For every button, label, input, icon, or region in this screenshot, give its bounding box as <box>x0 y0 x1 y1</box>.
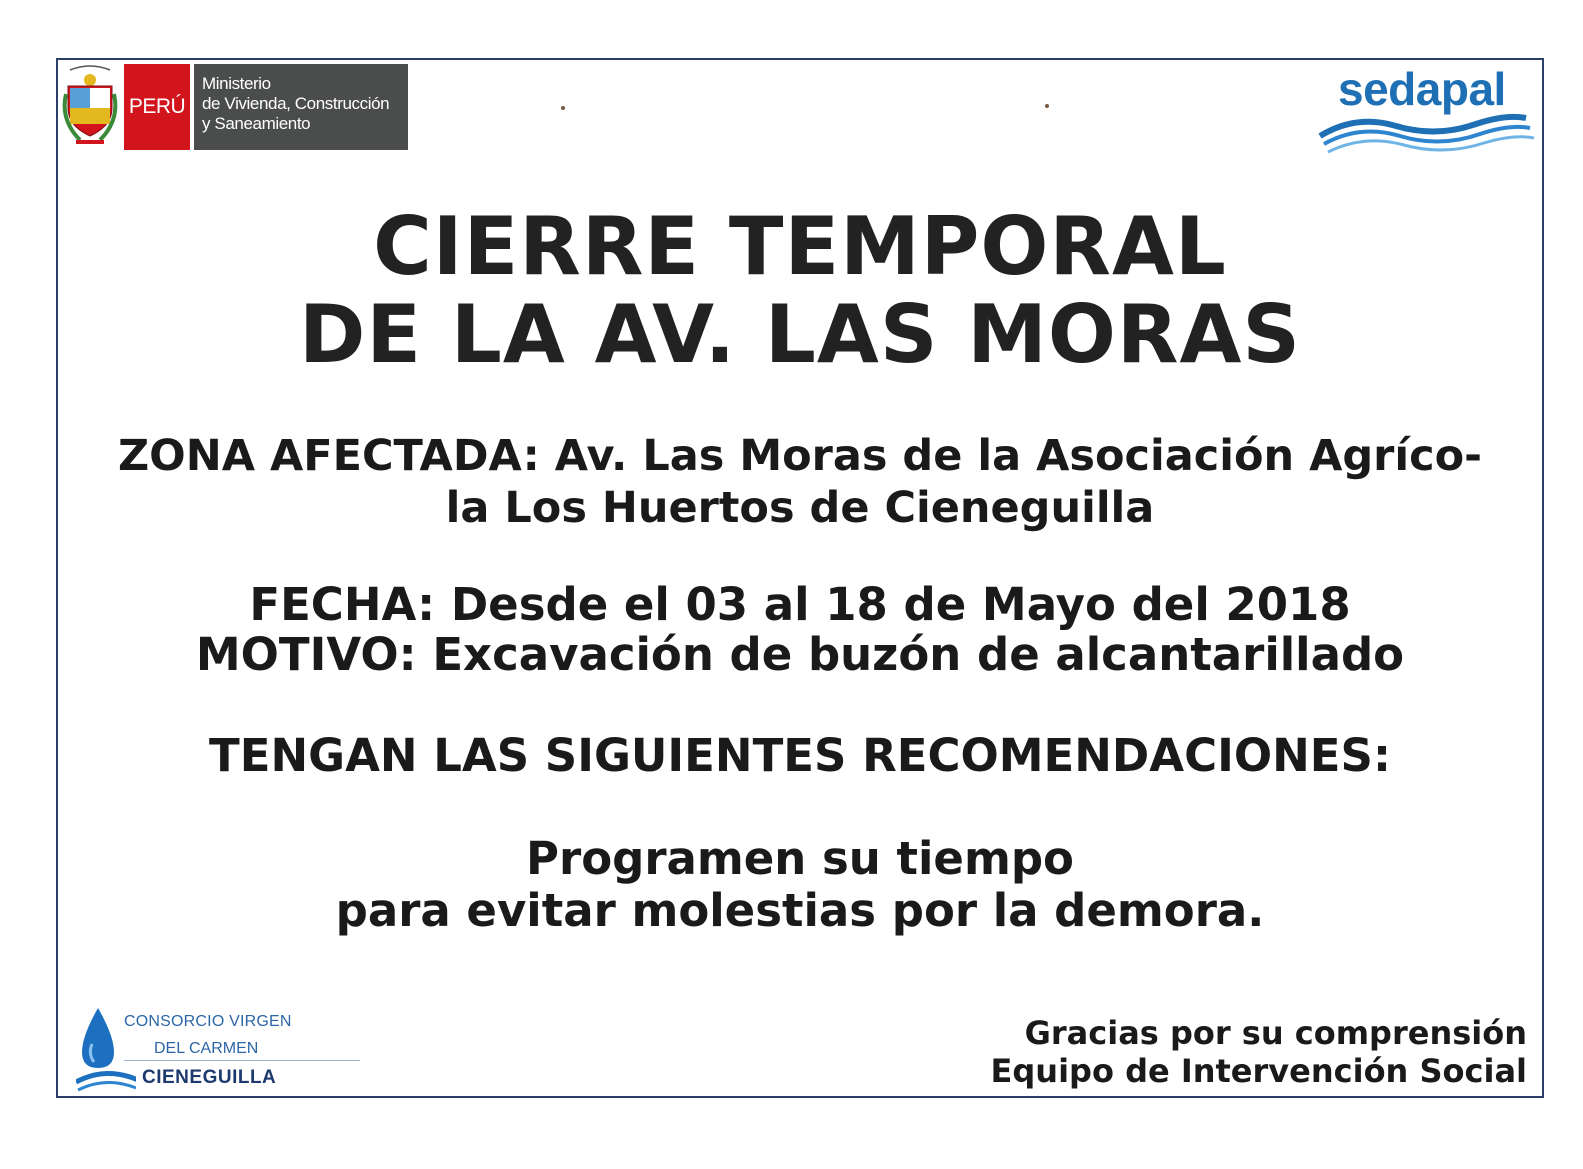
ministry-line-1: Ministerio <box>202 74 271 93</box>
peru-coat-of-arms-icon <box>62 64 118 150</box>
zona-line-2: la Los Huertos de Cieneguilla <box>445 483 1155 533</box>
programen-line-2: para evitar molestias por la demora. <box>335 884 1265 937</box>
ministry-logo <box>62 64 408 150</box>
fecha-motivo <box>56 580 1544 680</box>
recomendaciones-heading: TENGAN LAS SIGUIENTES RECOMENDACIONES: <box>209 729 1391 782</box>
sedapal-wordmark: sedapal <box>1338 63 1506 115</box>
peru-label: PERÚ <box>124 64 190 150</box>
title-line-2: DE LA AV. LAS MORAS <box>298 288 1302 381</box>
sedapal-waves-icon <box>1316 112 1540 158</box>
ministry-name <box>194 64 408 150</box>
title-line-1: CIERRE TEMPORAL <box>373 200 1227 293</box>
motivo: MOTIVO: Excavación de buzón de alcantarillado <box>195 628 1405 681</box>
consorcio-line-1: CONSORCIO VIRGEN <box>124 1013 292 1030</box>
zona-line-1: ZONA AFECTADA: Av. Las Moras de la Asociación Agríco- <box>118 431 1482 481</box>
fecha: FECHA: Desde el 03 al 18 de Mayo del 2018 <box>249 578 1351 631</box>
closing-line-1: Gracias por su comprensión <box>1024 1014 1527 1052</box>
closing-line-2: Equipo de Intervención Social <box>990 1052 1527 1090</box>
ministry-line-3: y Saneamiento <box>202 114 311 133</box>
programen-message <box>56 833 1544 937</box>
programen-line-1: Programen su tiempo <box>526 832 1074 885</box>
consorcio-logo <box>62 1004 312 1096</box>
ministry-line-2: de Vivienda, Construcción <box>202 94 390 113</box>
consorcio-line-2: DEL CARMEN <box>154 1040 259 1057</box>
closing-message <box>991 1014 1527 1090</box>
consorcio-divider <box>124 1060 360 1061</box>
sedapal-logo <box>1316 62 1540 158</box>
zona-afectada <box>56 430 1544 534</box>
speck <box>561 106 565 110</box>
speck <box>1045 104 1049 108</box>
consorcio-line-3: CIENEGUILLA <box>142 1067 277 1088</box>
